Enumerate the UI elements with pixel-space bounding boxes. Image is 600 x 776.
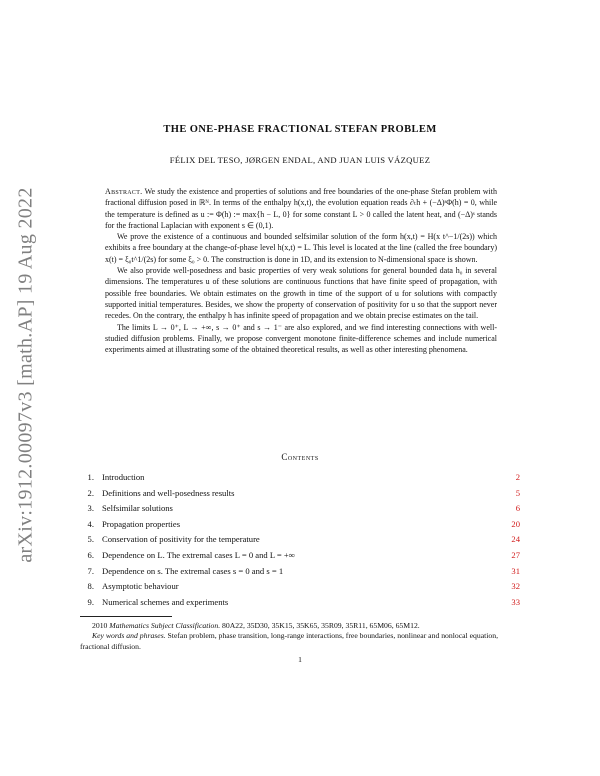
footnote-divider bbox=[80, 616, 172, 617]
toc-number: 5. bbox=[87, 534, 94, 545]
keywords-text: Stefan problem, phase transition, long-range interactions, free boundaries, nonlinear and nonlocal equation, fractional diffusion. bbox=[80, 631, 498, 651]
paper-authors: FÉLIX DEL TESO, JØRGEN ENDAL, AND JUAN LUIS VÁZQUEZ bbox=[169, 155, 431, 165]
abstract-label: Abstract. bbox=[105, 187, 143, 196]
toc-label: Dependence on L. The extremal cases L = 0 and L = +∞ bbox=[102, 549, 295, 560]
abstract-text-1: We study the existence and properties of solutions and free boundaries of the one-phase Stefan problem with fractional diffusion posed in ℝᴺ. In terms of the enthalpy h(x,t), the evolution equation reads ∂ₜh + (−Δ)ˢΦ(h) = 0, while the temperature is defined as u := Φ(h) := max{h − L, 0} for some constant L > 0 called the latent heat, and (−Δ)ˢ stands for the fractional Laplacian with exponent s ∈ (0,1). bbox=[105, 187, 498, 230]
msc-codes: 80A22, 35D30, 35K15, 35K65, 35R09, 35R11, 65M06, 65M12. bbox=[222, 621, 420, 630]
toc-entry[interactable] bbox=[80, 470, 520, 486]
toc-number: 7. bbox=[87, 565, 94, 576]
toc-page-link[interactable]: 2 bbox=[515, 472, 520, 482]
toc-label: Introduction bbox=[102, 472, 145, 482]
abstract-paragraph-4: The limits L → 0⁺, L → +∞, s → 0⁺ and s → 1⁻ are also explored, and we find interesting connections with well-studied diffusion problems. Finally, we propose convergent monotone finite-difference schemes and include numerical experiments aimed at illustrating some of the obtained theoretical results, as well as other interesting phenomena. bbox=[105, 322, 497, 355]
toc-number: 9. bbox=[87, 596, 94, 607]
toc-entry[interactable] bbox=[80, 501, 520, 517]
toc-label: Asymptotic behaviour bbox=[102, 581, 179, 592]
toc-label: Conservation of positivity for the temperature bbox=[102, 534, 260, 545]
toc-page-link[interactable]: 24 bbox=[511, 534, 520, 545]
keywords-label: Key words and phrases. bbox=[92, 631, 166, 641]
toc-number: 2. bbox=[87, 487, 94, 498]
toc-label: Propagation properties bbox=[102, 518, 181, 529]
toc-entry[interactable] bbox=[80, 548, 520, 564]
toc-page-link[interactable]: 31 bbox=[511, 565, 520, 576]
toc-entry[interactable] bbox=[80, 564, 520, 580]
contents-heading: Contents bbox=[281, 452, 319, 462]
keywords bbox=[80, 631, 512, 652]
abstract-paragraph-1 bbox=[105, 186, 497, 231]
abstract bbox=[105, 186, 497, 355]
arxiv-identifier-text: arXiv:1912.00097v3 [math.AP] 19 Aug 2022 bbox=[14, 187, 37, 563]
toc-page-link[interactable]: 20 bbox=[511, 518, 520, 529]
page-number: 1 bbox=[298, 655, 302, 664]
toc-number: 6. bbox=[87, 549, 94, 560]
toc-entry[interactable] bbox=[80, 579, 520, 595]
toc-page-link[interactable]: 33 bbox=[511, 596, 520, 607]
toc-number: 4. bbox=[87, 518, 94, 529]
toc-page-link[interactable]: 32 bbox=[511, 581, 520, 592]
table-of-contents bbox=[80, 470, 520, 610]
toc-number: 1. bbox=[87, 472, 94, 482]
msc-label: Mathematics Subject Classification. bbox=[109, 621, 221, 630]
abstract-paragraph-3: We also provide well-posedness and basic properties of very weak solutions for general bounded data h₀ in several dimensions. The temperatures u of these solutions are continuous functions that have finite speed of propagation, with possible free boundaries. We obtain estimates on the growth in time of the support of u for solutions with compactly supported initial temperatures. Besides, we show the property of conservation of positivity for u so that the support never recedes. On the contrary, the enthalpy h has infinite speed of propagation and we obtain precise estimates on the tail. bbox=[105, 266, 497, 321]
msc-year: 2010 bbox=[92, 621, 108, 630]
toc-label: Selfsimilar solutions bbox=[102, 503, 173, 514]
footnote bbox=[80, 621, 512, 652]
toc-page-link[interactable]: 6 bbox=[515, 503, 520, 514]
toc-page-link[interactable]: 5 bbox=[515, 487, 520, 498]
toc-entry[interactable] bbox=[80, 595, 520, 611]
toc-label: Dependence on s. The extremal cases s = 0 and s = 1 bbox=[102, 565, 284, 576]
toc-page-link[interactable]: 27 bbox=[511, 549, 520, 560]
toc-number: 8. bbox=[87, 581, 94, 592]
abstract-paragraph-2: We prove the existence of a continuous and bounded selfsimilar solution of the form h(x,t) = H(x t^−1/(2s)) which exhibits a free boundary at the change-of-phase level h(x,t) = L. This level is located at the line (called the free boundary) x(t) = ξ₀t^1/(2s) for some ξ₀ > 0. The construction is done in 1D, and its extension to N-dimensional space is shown. bbox=[105, 232, 497, 264]
paper-title: THE ONE-PHASE FRACTIONAL STEFAN PROBLEM bbox=[163, 124, 437, 135]
toc-label: Definitions and well-posedness results bbox=[102, 487, 235, 498]
arxiv-identifier-stamp bbox=[8, 160, 44, 590]
toc-entry[interactable] bbox=[80, 486, 520, 502]
msc-classification bbox=[80, 621, 512, 631]
toc-entry[interactable] bbox=[80, 517, 520, 533]
toc-label: Numerical schemes and experiments bbox=[102, 596, 229, 607]
toc-number: 3. bbox=[87, 503, 94, 514]
toc-entry[interactable] bbox=[80, 532, 520, 548]
